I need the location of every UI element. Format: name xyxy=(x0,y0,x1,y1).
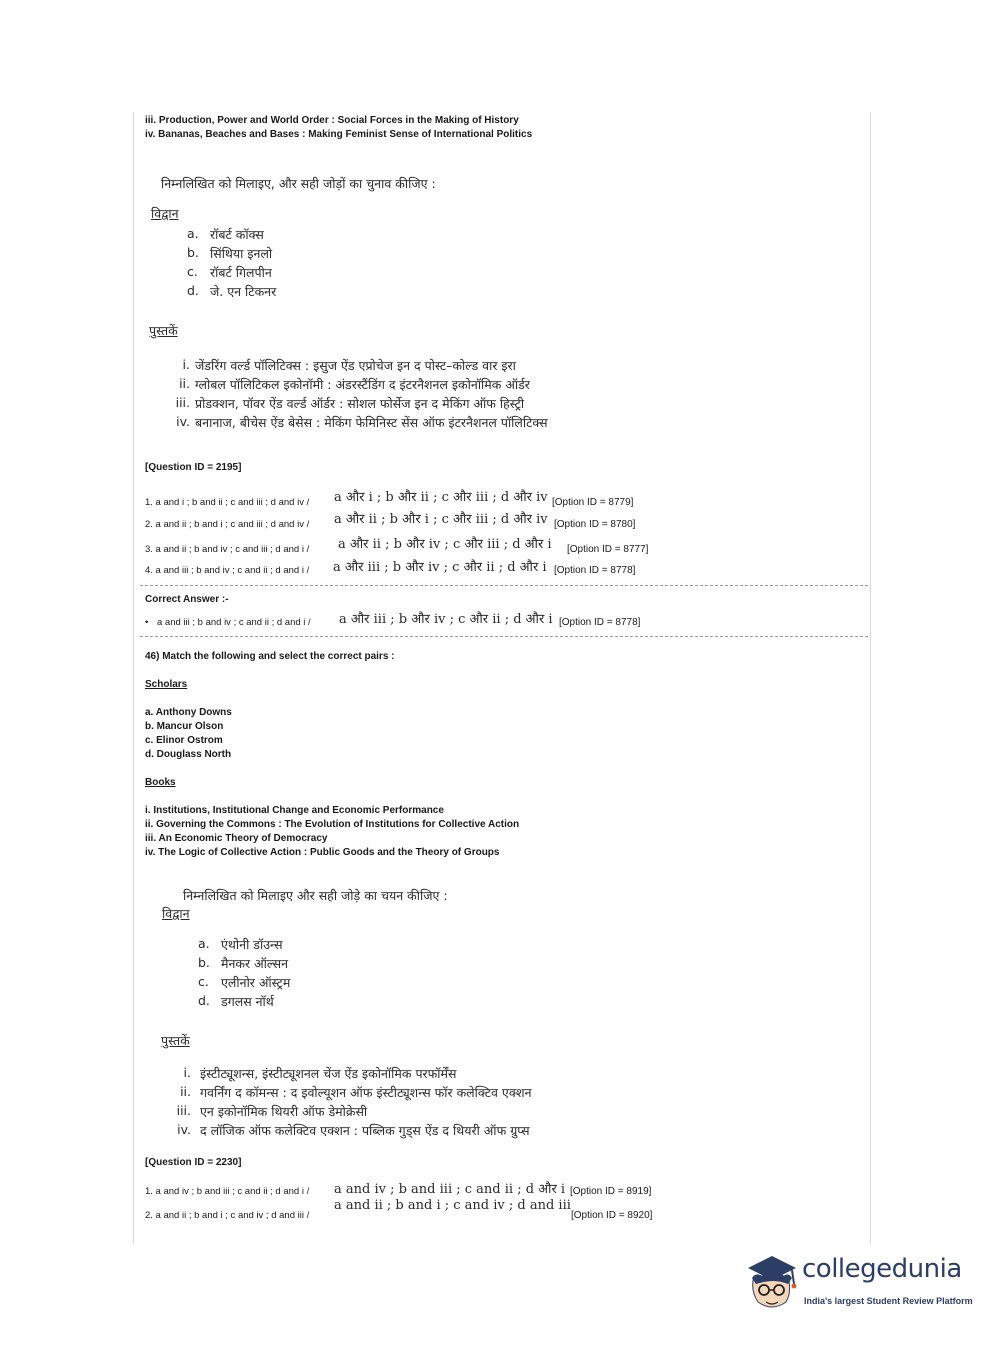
option-text-en: 4. a and iii ; b and iv ; c and ii ; d and i / xyxy=(145,565,310,576)
hindi-scholar-name: मैनकर ऑल्सन xyxy=(221,956,289,971)
hindi-scholar-letter: b. xyxy=(187,245,199,260)
hindi-scholars-heading: विद्वान xyxy=(162,906,190,921)
option-text-en: 2. a and ii ; b and i ; c and iv ; d and iii / xyxy=(145,1210,310,1221)
option-text-en: 3. a and ii ; b and iv ; c and iii ; d and i / xyxy=(145,544,310,555)
hindi-book-num: ii. xyxy=(179,376,190,391)
hindi-book-num: iii. xyxy=(175,395,190,410)
hindi-scholar-letter: a. xyxy=(187,226,199,241)
book-item: iii. An Economic Theory of Democracy xyxy=(145,833,328,844)
option-text-en: 1. a and i ; b and ii ; c and iii ; d and iv / xyxy=(145,497,310,508)
correct-answer-option-id: [Option ID = 8778] xyxy=(559,617,641,628)
option-id: [Option ID = 8779] xyxy=(552,497,634,508)
option-id: [Option ID = 8919] xyxy=(570,1186,652,1197)
hindi-scholars-heading: विद्वान xyxy=(151,206,179,221)
scholar-item: a. Anthony Downs xyxy=(145,707,232,718)
book-line: iv. Bananas, Beaches and Bases : Making Feminist Sense of International Politics xyxy=(145,129,533,140)
hindi-book-num: iv. xyxy=(177,1122,191,1137)
option-text-hi: a and ii ; b and i ; c and iv ; d and iii xyxy=(334,1198,571,1213)
option-text-hi: a और i ; b और ii ; c और iii ; d और iv xyxy=(334,490,548,505)
option-text-hi: a और ii ; b और i ; c और iii ; d और iv xyxy=(334,512,548,527)
correct-answer-hi: a और iii ; b और iv ; c और ii ; d और i xyxy=(339,612,553,627)
books-heading: Books xyxy=(145,777,176,788)
bullet: • xyxy=(145,617,149,628)
hindi-books-heading: पुस्तकें xyxy=(161,1033,190,1048)
logo-name: collegedunia xyxy=(802,1254,962,1284)
hindi-scholar-name: सिंथिया इनलो xyxy=(210,246,273,261)
collegedunia-logo xyxy=(744,1250,974,1314)
divider xyxy=(140,585,868,586)
logo-tagline: India's largest Student Review Platform xyxy=(804,1296,973,1306)
book-item: iv. The Logic of Collective Action : Public Goods and the Theory of Groups xyxy=(145,847,500,858)
hindi-book-num: i. xyxy=(182,357,190,372)
hindi-scholar-letter: c. xyxy=(187,264,198,279)
hindi-book-title: प्रोडक्शन, पॉवर ऐंड वर्ल्ड ऑर्डर : सोशल फोर्सेज इन द मेकिंग ऑफ हिस्ट्री xyxy=(195,396,525,411)
hindi-book-title: ग्लोबल पॉलिटिकल इकोनॉमी : अंडरस्टैंडिंग द इंटरनैशनल इकोनॉमिक ऑर्डर xyxy=(195,377,530,392)
option-id: [Option ID = 8778] xyxy=(554,565,636,576)
hindi-book-title: गवर्निंग द कॉमन्स : द इवोल्यूशन ऑफ इंस्टीट्यूशन्स फॉर कलेक्टिव एक्शन xyxy=(200,1085,532,1100)
divider xyxy=(140,636,868,637)
hindi-book-title: जेंडरिंग वर्ल्ड पॉलिटिक्स : इसुज ऐंड एप्रोचेज इन द पोस्ट–कोल्ड वार इरा xyxy=(195,358,516,373)
hindi-scholar-letter: c. xyxy=(198,974,209,989)
hindi-instruction: निम्नलिखित को मिलाइए और सही जोड़े का चयन कीजिए : xyxy=(183,888,448,903)
hindi-book-title: द लॉजिक ऑफ कलेक्टिव एक्शन : पब्लिक गुड्स ऐंड द थियरी ऑफ ग्रुप्स xyxy=(200,1123,530,1138)
hindi-book-title: एन इकोनॉमिक थियरी ऑफ डेमोक्रेसी xyxy=(200,1104,368,1119)
hindi-scholar-letter: d. xyxy=(198,993,210,1008)
hindi-scholar-name: एंथोनी डॉउन्स xyxy=(221,937,283,952)
hindi-books-heading: पुस्तकें xyxy=(149,323,178,338)
scholar-item: b. Mancur Olson xyxy=(145,721,224,732)
book-line: iii. Production, Power and World Order : Social Forces in the Making of History xyxy=(145,115,519,126)
hindi-scholar-name: रॉबर्ट कॉक्स xyxy=(210,227,264,242)
correct-answer-en: a and iii ; b and iv ; c and ii ; d and i / xyxy=(157,617,311,628)
hindi-scholar-letter: d. xyxy=(187,283,199,298)
hindi-book-title: बनानाज, बीचेस ऐंड बेसेस : मेकिंग फेमिनिस्ट सेंस ऑफ इंटरनैशनल पॉलिटिक्स xyxy=(195,415,548,430)
option-text-hi: a और iii ; b और iv ; c और ii ; d और i xyxy=(333,560,547,575)
option-id: [Option ID = 8777] xyxy=(567,544,649,555)
hindi-scholar-letter: a. xyxy=(198,936,210,951)
option-id: [Option ID = 8780] xyxy=(554,519,636,530)
hindi-book-num: ii. xyxy=(180,1084,191,1099)
scholar-item: d. Douglass North xyxy=(145,749,232,760)
question-id: [Question ID = 2195] xyxy=(145,462,242,473)
hindi-scholar-name: एलीनोर ऑस्ट्रम xyxy=(221,975,291,990)
hindi-book-num: iii. xyxy=(176,1103,191,1118)
hindi-scholar-name: रॉबर्ट गिलपीन xyxy=(210,265,272,280)
option-id: [Option ID = 8920] xyxy=(571,1210,653,1221)
correct-answer-heading: Correct Answer :- xyxy=(145,594,229,605)
option-text-en: 2. a and ii ; b and i ; c and iii ; d and iv / xyxy=(145,519,310,530)
question-title: 46) Match the following and select the correct pairs : xyxy=(145,651,395,662)
option-text-en: 1. a and iv ; b and iii ; c and ii ; d and i / xyxy=(145,1186,310,1197)
book-item: i. Institutions, Institutional Change and Economic Performance xyxy=(145,805,444,816)
hindi-book-num: iv. xyxy=(176,414,190,429)
scholar-item: c. Elinor Ostrom xyxy=(145,735,223,746)
hindi-book-num: i. xyxy=(183,1065,191,1080)
mascot-icon xyxy=(744,1250,802,1314)
hindi-scholar-name: डगलस नॉर्थ xyxy=(221,994,274,1009)
scholars-heading: Scholars xyxy=(145,679,188,690)
hindi-instruction: निम्नलिखित को मिलाइए, और सही जोड़ों का चुनाव कीजिए : xyxy=(161,176,436,191)
question-id: [Question ID = 2230] xyxy=(145,1157,242,1168)
hindi-book-title: इंस्टीट्यूशन्स, इंस्टीट्यूशनल चेंज ऐंड इकोनॉमिक परफॉर्मेंस xyxy=(200,1066,457,1081)
book-item: ii. Governing the Commons : The Evolution of Institutions for Collective Action xyxy=(145,819,520,830)
option-text-hi: a और ii ; b और iv ; c और iii ; d और i xyxy=(338,537,552,552)
option-text-hi: a and iv ; b and iii ; c and ii ; d और i xyxy=(334,1182,566,1197)
hindi-scholar-name: जे. एन टिकनर xyxy=(210,284,277,299)
hindi-scholar-letter: b. xyxy=(198,955,210,970)
